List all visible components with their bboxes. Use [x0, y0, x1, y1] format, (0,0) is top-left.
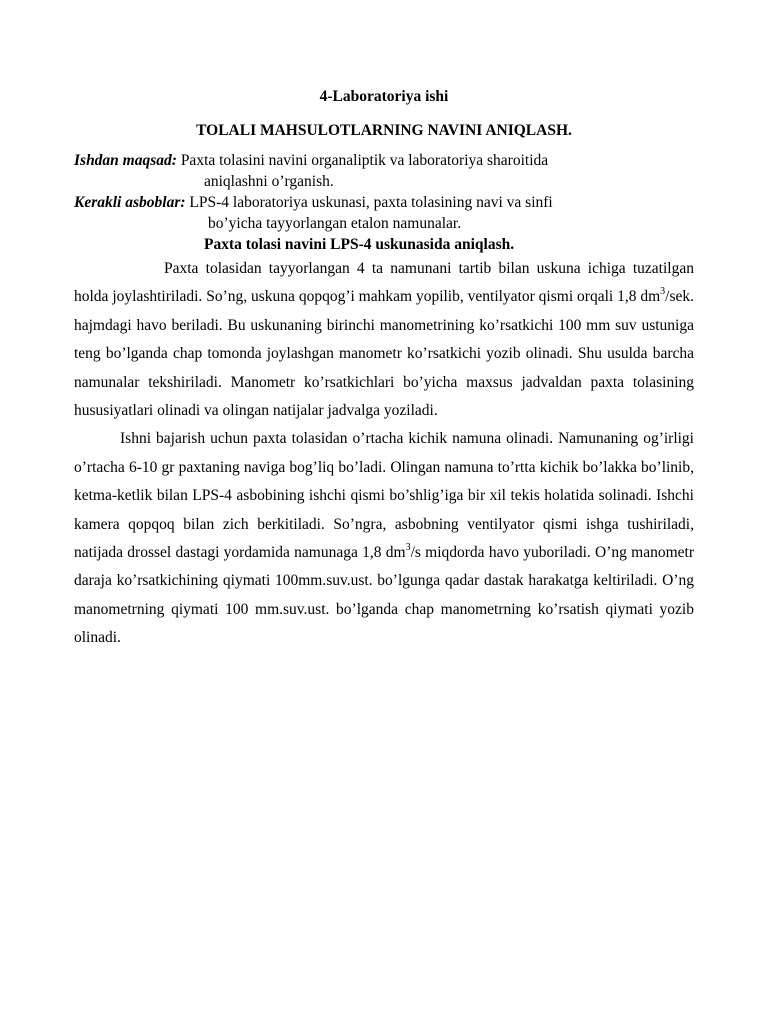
aim-label: Ishdan maqsad: — [74, 152, 177, 169]
equipment-section — [74, 192, 694, 234]
equipment-text-1: LPS-4 laboratoriya uskunasi, paxta tolasining navi va sinfi — [189, 194, 553, 211]
paragraph-1-superscript: 3 — [660, 286, 666, 298]
paragraph-2-text-b: /s miqdorda havo yuboriladi. O’ng manometr daraja ko’rsatkichining qiymati 100mm.suv.ust. bo’lgunga qadar dastak harakatga keltiriladi. O’ng manometrning qiymati 100 mm.suv.ust. bo’lganda chap manometrning ko’rsatish qiymati yozib olinadi. — [74, 544, 694, 647]
equipment-label: Kerakli asboblar: — [74, 194, 186, 211]
paragraph-1-text-b: /sek. hajmdagi havo beriladi. Bu uskunaning birinchi manometrining ko’rsatkichi 100 mm suv ustuniga teng bo’lganda chap tomonda joylashgan manometr ko’rsatkichi yozib olinadi. Shu usulda barcha namunalar tekshiriladi. Manometr ko’rsatkichlari bo’yicha maxsus jadvaldan paxta tolasining hususiyatlari olinadi va olingan natijalar jadvalga yoziladi. — [74, 288, 694, 420]
aim-line-2: aniqlashni o’rganish. — [204, 173, 334, 190]
paragraph-2-superscript: 3 — [405, 542, 411, 554]
aim-line-1 — [74, 150, 694, 171]
equipment-line-2: bo’yicha tayyorlangan etalon namunalar. — [208, 215, 462, 232]
paragraph-2 — [74, 425, 694, 652]
main-title: TOLALI MAHSULOTLARNING NAVINI ANIQLASH. — [196, 122, 572, 139]
aim-section — [74, 150, 694, 192]
aim-text-1: Paxta tolasini navini organaliptik va laboratoriya sharoitida — [180, 152, 549, 169]
document-page — [74, 86, 694, 653]
lab-title: 4-Laboratoriya ishi — [319, 88, 449, 105]
equipment-line-1 — [74, 192, 694, 213]
section-subtitle: Paxta tolasi navini LPS-4 uskunasida aniqlash. — [204, 236, 515, 253]
paragraph-2-text-a: Ishni bajarish uchun paxta tolasidan o’rtacha kichik namuna olinadi. Namunaning og’irligi o’rtacha 6-10 gr paxtaning naviga bog’liq bo’ladi. Olingan namuna to’rtta kichik bo’lakka bo’linib, ketma-ketlik bilan LPS-4 asbobining ishchi qismi bo’shlig’iga bir xil tekis holatida solinadi. Ishchi kamera qopqoq bilan zich berkitiladi. So’ngra, asbobning ventilyator qismi ishga tushiriladi, natijada drossel dastagi yordamida namunaga 1,8 dm — [74, 430, 694, 562]
paragraph-1 — [74, 255, 694, 425]
paragraph-1-text-a: Paxta tolasidan tayyorlangan 4 ta namunani tartib bilan uskuna ichiga tuzatilgan holda joylashtiriladi. So’ng, uskuna qopqog’i mahkam yopilib, ventilyator qismi orqali 1,8 dm — [74, 260, 694, 306]
